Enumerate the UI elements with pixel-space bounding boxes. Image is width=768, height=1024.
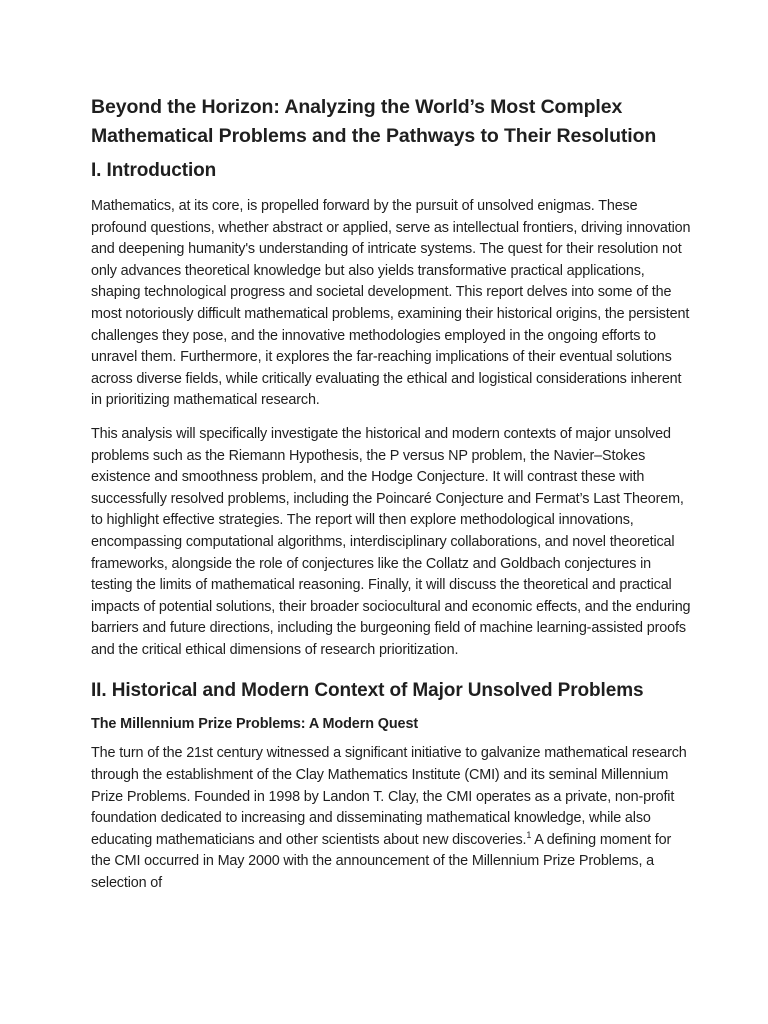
- millennium-paragraph-text-a: The turn of the 21st century witnessed a significant initiative to galvanize mathematical research through the establishment of the Clay Mathematics Institute (CMI) and its seminal Millennium Prize Problems. Founded in 1998 by Landon T. Clay, the CMI operates as a private, non-profit foundation dedicated to increasing and disseminating mathematical knowledge, while also educating mathematicians and other scientists about new discoveries.: [91, 745, 687, 848]
- intro-paragraph-2: This analysis will specifically investigate the historical and modern contexts of major unsolved problems such as the Riemann Hypothesis, the P versus NP problem, the Navier–Stokes existence and smoothness problem, and the Hodge Conjecture. It will contrast these with successfully resolved problems, including the Poincaré Conjecture and Fermat’s Last Theorem, to highlight effective strategies. The report will then explore methodological innovations, encompassing computational algorithms, interdisciplinary collaborations, and novel theoretical frameworks, alongside the role of conjectures like the Collatz and Goldbach conjectures in testing the limits of mathematical reasoning. Finally, it will discuss the theoretical and practical impacts of potential solutions, their broader sociocultural and economic effects, and the enduring barriers and future directions, including the burgeoning field of machine learning-assisted proofs and the critical ethical dimensions of research prioritization.: [91, 425, 691, 658]
- millennium-paragraph-text-b: A defining moment for the CMI occurred in May 2000 with the announcement of the Millennium Prize Problems, a selection of: [91, 831, 672, 892]
- millennium-paragraph-1: [91, 743, 691, 894]
- section-heading-historical-context: II. Historical and Modern Context of Major Unsolved Problems: [91, 680, 644, 702]
- intro-paragraph-1: Mathematics, at its core, is propelled forward by the pursuit of unsolved enigmas. These profound questions, whether abstract or applied, serve as intellectual frontiers, driving innovation and deepening humanity's understanding of intricate systems. The quest for their resolution not only advances theoretical knowledge but also yields transformative practical applications, shaping technological progress and societal development. This report delves into some of the most notoriously difficult mathematical problems, examining their historical origins, the persistent challenges they pose, and the innovative methodologies employed in the ongoing efforts to unravel them. Furthermore, it explores the far-reaching implications of their eventual solutions across diverse fields, while critically evaluating the ethical and logistical considerations inherent in prioritizing mathematical research.: [91, 198, 691, 409]
- document-page: [91, 93, 691, 907]
- subsection-heading-millennium-prize: The Millennium Prize Problems: A Modern Quest: [91, 716, 419, 733]
- section-heading-introduction: I. Introduction: [91, 160, 217, 181]
- footnote-marker[interactable]: 1: [526, 830, 532, 841]
- document-title: Beyond the Horizon: Analyzing the World’s Most Complex Mathematical Problems and the Pathways to Their Resolution: [91, 96, 657, 147]
